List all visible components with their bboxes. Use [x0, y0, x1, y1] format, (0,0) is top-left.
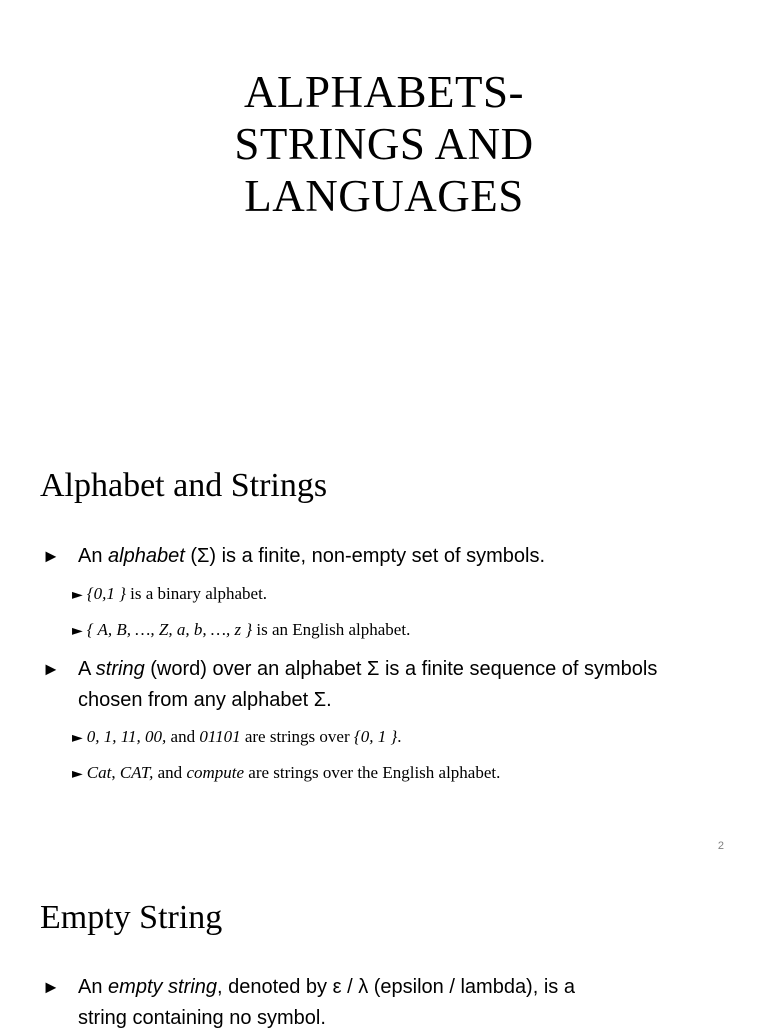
math-expression: {0, 1 }	[353, 727, 398, 746]
bullet-text: (word) over an alphabet Σ is a finite sequence of symbols	[144, 658, 658, 680]
bullet-arrow-icon: ►	[42, 659, 60, 679]
bullet-arrow-icon: ►	[42, 977, 60, 997]
title-line-1: ALPHABETS-	[243, 67, 524, 117]
bullet-emphasis: alphabet	[108, 545, 185, 567]
math-expression: 0, 1, 11, 00,	[86, 727, 167, 746]
math-expression: Cat	[86, 763, 112, 782]
bullet-text: A	[78, 658, 96, 680]
math-expression: { A, B, …, Z, a, b, …, z }	[86, 620, 253, 639]
bullet-arrow-icon: ►	[72, 730, 83, 746]
bullet-text: chosen from any alphabet Σ.	[78, 689, 332, 711]
slide-heading: Empty String	[40, 899, 223, 936]
math-expression: {0,1 }	[86, 584, 126, 603]
bullet-arrow-icon: ►	[42, 546, 60, 566]
empty-string-slide	[0, 860, 768, 1029]
bullet-arrow-icon: ►	[72, 587, 83, 603]
slide-heading: Alphabet and Strings	[40, 467, 328, 504]
sub-bullet-text: is a binary alphabet.	[125, 584, 268, 603]
sub-bullet-english-strings: ► Cat, CAT, and compute are strings over the English alphabet.	[72, 763, 501, 782]
title-line-2: STRINGS AND	[234, 119, 534, 169]
sub-bullet-english-alphabet	[72, 618, 410, 643]
bullet-text: An	[78, 976, 109, 998]
title-line-3: LANGUAGES	[244, 171, 524, 221]
page-number: 2	[717, 840, 724, 852]
sub-bullet-binary-alphabet	[72, 582, 267, 607]
math-expression: compute	[186, 763, 245, 782]
bullet-text: , denoted by ε / λ (epsilon / lambda), is a	[216, 976, 575, 998]
bullet-arrow-icon: ►	[72, 623, 83, 639]
bullet-text: (Σ) is a finite, non-empty set of symbols.	[184, 545, 546, 567]
bullet-emphasis: string	[95, 658, 145, 680]
title-slide	[0, 0, 768, 430]
slide-title	[0, 66, 768, 222]
sub-bullet-binary-strings: ► 0, 1, 11, 00, and 01101 are strings over {0, 1 }.	[72, 727, 402, 746]
alphabet-strings-slide	[0, 430, 768, 860]
math-expression: 01101	[199, 727, 241, 746]
bullet-arrow-icon: ►	[72, 766, 83, 782]
math-expression: CAT,	[119, 763, 154, 782]
bullet-text: An	[78, 545, 109, 567]
bullet-text: string containing no symbol.	[78, 1007, 326, 1029]
bullet-emphasis: empty string	[108, 976, 217, 998]
sub-bullet-text: is an English alphabet.	[252, 620, 411, 639]
